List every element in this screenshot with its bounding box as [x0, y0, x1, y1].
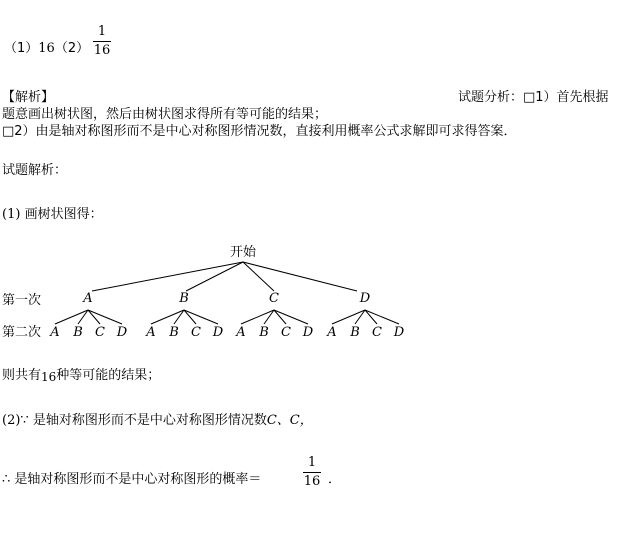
tree-level2-node-b-d: D: [212, 325, 224, 340]
therefore-symbol: ∴: [2, 472, 11, 487]
tree-level2-node-a-a: A: [50, 325, 60, 340]
tree-level2-node-c-c: C: [281, 325, 291, 340]
step2-label: (2)∵: [2, 413, 29, 428]
step1-text: 画树状图得：: [24, 207, 103, 222]
tree-edge: [184, 310, 218, 324]
tree-row2-label: 第二次: [2, 325, 42, 340]
tree-level1-node-a: A: [83, 291, 93, 306]
tree-level1-node-b: B: [179, 291, 189, 306]
tree-nodes: [49, 291, 404, 340]
analysis-right-text: 试题分析：□1）首先根据: [458, 90, 609, 105]
result-line: [2, 364, 160, 383]
conclusion-fraction: [303, 455, 321, 490]
conclusion-fraction-bar: [303, 472, 321, 473]
tree-level2-node-b-c: C: [191, 325, 201, 340]
tree-level2-node-d-c: C: [372, 325, 382, 340]
tree-row1-label: 第一次: [2, 293, 42, 308]
tree-level2-node-b-b: B: [169, 325, 179, 340]
tree-level2-node-a-d: D: [116, 325, 128, 340]
answer-part1-value: 16: [38, 41, 55, 56]
result-post: 种等可能的结果；: [56, 368, 161, 383]
tree-level2-node-b-a: A: [146, 325, 156, 340]
tree-level2-node-d-d: D: [393, 325, 405, 340]
step1-label: (1): [2, 207, 21, 222]
tree-edge: [274, 310, 308, 324]
answer-part2-fraction: [93, 24, 111, 59]
tree-edges-level1: [92, 262, 357, 291]
solution-heading: 试题解析：: [2, 163, 68, 178]
conclusion-denominator: 16: [303, 474, 321, 489]
answer-part2-label: （2）: [54, 41, 90, 56]
fraction-bar: [93, 41, 111, 42]
result-count: 16: [41, 370, 57, 384]
conclusion-numerator: 1: [307, 455, 317, 470]
analysis-heading: 【解析】: [2, 90, 55, 105]
step1-line: [2, 203, 103, 222]
tree-level2-node-c-d: D: [302, 325, 314, 340]
step2-line: [2, 409, 313, 428]
tree-level2-node-c-a: A: [236, 325, 246, 340]
conclusion-line: [2, 468, 261, 487]
step2-text: 是轴对称图形而不是中心对称图形情况数: [32, 413, 267, 428]
tree-diagram: [0, 236, 440, 348]
tree-root-label: 开始: [229, 245, 257, 260]
step2-vars: C、C，: [266, 413, 313, 428]
fraction-numerator: 1: [97, 24, 107, 39]
result-pre: 则共有: [2, 368, 42, 383]
tree-level1-node-c: C: [269, 291, 279, 306]
conclusion-text: 是轴对称图形而不是中心对称图形的概率＝: [14, 472, 262, 487]
answer-part1-label: （1）: [4, 41, 39, 56]
analysis-line-3: □2）由是轴对称图形而不是中心对称图形情况数，直接利用概率公式求解即可求得答案．: [2, 124, 517, 139]
tree-level2-node-a-b: B: [73, 325, 83, 340]
tree-level2-node-d-b: B: [350, 325, 360, 340]
tree-level1-node-d: D: [359, 291, 371, 306]
tree-edge: [88, 310, 122, 324]
tree-edge: [365, 310, 399, 324]
conclusion-end: ．: [328, 472, 342, 487]
tree-level2-node-d-a: A: [327, 325, 337, 340]
analysis-line-2: 题意画出树状图，然后由树状图求得所有等可能的结果；: [2, 107, 328, 122]
answer-part1: [4, 37, 89, 56]
tree-level2-node-a-c: C: [95, 325, 105, 340]
fraction-denominator: 16: [93, 43, 111, 58]
tree-level2-node-c-b: B: [259, 325, 269, 340]
